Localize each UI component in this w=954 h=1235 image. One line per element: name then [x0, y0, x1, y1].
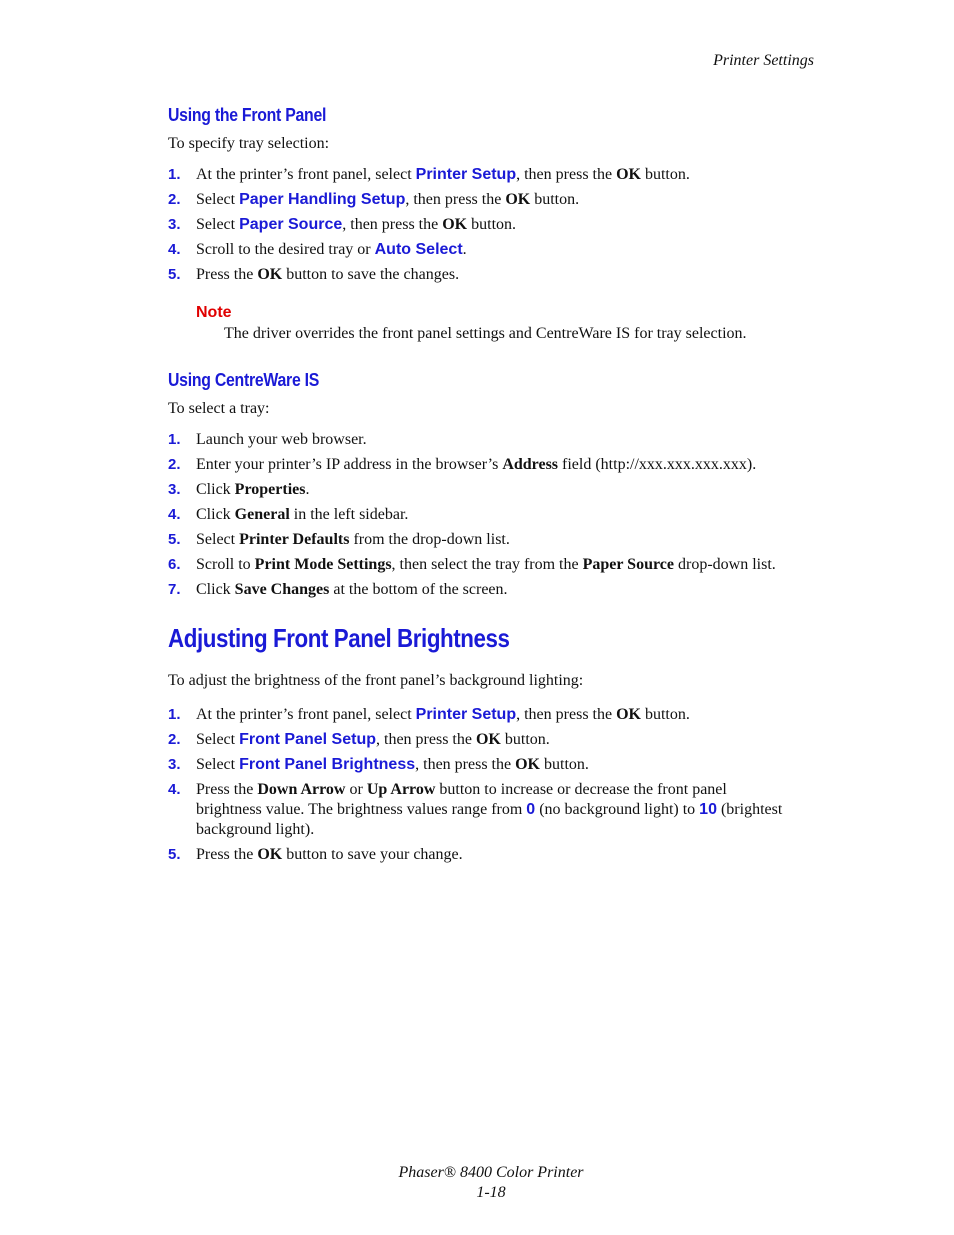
step-text: , then press the	[342, 216, 443, 233]
page-footer	[0, 1163, 954, 1203]
step-text: .	[462, 241, 467, 258]
step-text: Click	[196, 481, 235, 498]
list-item	[168, 265, 828, 285]
step-text: button to increase or decrease the front panel brightness value. The brightness values range from	[196, 781, 727, 818]
step-text: , then press the	[376, 731, 476, 748]
menu-option: Paper Handling Setup	[239, 191, 406, 208]
button-name: OK	[505, 191, 531, 208]
step-text: Select	[196, 216, 240, 233]
step-text: button.	[500, 731, 550, 748]
step-number: 5.	[168, 531, 181, 548]
step-number: 6.	[168, 556, 181, 573]
step-number: 1.	[168, 706, 181, 723]
step-text: at the bottom of the screen.	[329, 581, 508, 598]
step-text: button.	[467, 216, 517, 233]
list-item	[168, 555, 828, 575]
step-text: Press the	[196, 266, 258, 283]
steps-list	[168, 705, 828, 865]
button-name: OK	[515, 756, 540, 773]
step-text: , then select the tray from the	[391, 556, 583, 573]
step-text: drop-down list.	[674, 556, 776, 573]
footer-page-number: 1-18	[476, 1184, 506, 1201]
list-item	[168, 215, 828, 235]
list-item	[168, 780, 796, 840]
step-text: button.	[640, 706, 690, 723]
field-name: Address	[502, 456, 559, 473]
step-text: Scroll to the desired tray or	[196, 241, 375, 258]
step-text: Click	[196, 506, 235, 523]
option-name: Print Mode Settings	[254, 556, 392, 573]
step-number: 1.	[168, 431, 181, 448]
heading-adjusting-brightness: Adjusting Front Panel Brightness	[168, 623, 510, 653]
step-text: , then press the	[405, 191, 506, 208]
step-number: 2.	[168, 731, 181, 748]
note-text: The driver overrides the front panel settings and CentreWare IS for tray selection.	[224, 325, 747, 342]
option-name: Printer Defaults	[239, 531, 350, 548]
list-item	[168, 705, 828, 725]
step-text: button to save your change.	[282, 846, 463, 863]
step-text: from the drop-down list.	[349, 531, 510, 548]
step-text: button to save the changes.	[282, 266, 460, 283]
button-name: Up Arrow	[366, 781, 436, 798]
footer-product-name: Phaser® 8400 Color Printer	[398, 1164, 584, 1181]
heading-using-front-panel: Using the Front Panel	[168, 105, 327, 125]
list-item	[168, 190, 828, 210]
intro-text: To specify tray selection:	[168, 135, 330, 152]
step-text: , then press the	[516, 166, 617, 183]
list-item	[168, 455, 828, 475]
step-text: field (http://xxx.xxx.xxx.xxx).	[558, 456, 757, 473]
step-text: button.	[540, 756, 589, 773]
list-item	[168, 430, 828, 450]
step-text: At the printer’s front panel, select	[196, 166, 416, 183]
list-item	[168, 580, 828, 600]
list-item	[168, 165, 828, 185]
step-number: 4.	[168, 506, 181, 523]
button-name: OK	[616, 706, 641, 723]
step-number: 4.	[168, 241, 181, 258]
heading-using-centreware: Using CentreWare IS	[168, 370, 320, 390]
note-title: Note	[196, 304, 232, 321]
value-min: 0	[526, 801, 536, 818]
button-name: OK	[475, 731, 501, 748]
menu-option: Auto Select	[374, 241, 463, 258]
step-text: .	[305, 481, 310, 498]
list-item	[168, 505, 828, 525]
step-text: Select	[196, 531, 240, 548]
step-text: in the left sidebar.	[289, 506, 409, 523]
step-number: 3.	[168, 756, 181, 773]
list-item	[168, 730, 828, 750]
step-text: , then press the	[415, 756, 516, 773]
step-text: button.	[640, 166, 690, 183]
intro-text: To select a tray:	[168, 400, 270, 417]
link-name: Properties	[234, 481, 306, 498]
step-text: or	[345, 781, 367, 798]
steps-list	[168, 430, 828, 600]
value-max: 10	[699, 801, 717, 818]
step-text: Select	[196, 731, 240, 748]
menu-option: Front Panel Setup	[239, 731, 376, 748]
step-text: Scroll to	[196, 556, 255, 573]
running-header-title: Printer Settings	[713, 52, 814, 69]
page-content	[168, 105, 828, 870]
menu-option: Printer Setup	[415, 706, 517, 723]
option-name: Paper Source	[582, 556, 674, 573]
menu-option: Printer Setup	[415, 166, 517, 183]
step-text: Press the	[196, 781, 258, 798]
step-number: 1.	[168, 166, 181, 183]
button-name: Save Changes	[234, 581, 330, 598]
intro-text: To adjust the brightness of the front panel’s background lighting:	[168, 672, 584, 689]
steps-list	[168, 165, 828, 285]
step-number: 2.	[168, 191, 181, 208]
step-number: 3.	[168, 481, 181, 498]
button-name: OK	[257, 846, 283, 863]
step-text: Select	[196, 191, 240, 208]
step-text: Enter your printer’s IP address in the browser’s	[196, 456, 503, 473]
step-text: Select	[196, 756, 240, 773]
step-number: 3.	[168, 216, 181, 233]
list-item	[168, 845, 828, 865]
list-item	[168, 755, 828, 775]
step-number: 5.	[168, 846, 181, 863]
menu-option: Front Panel Brightness	[239, 756, 416, 773]
button-name: Down Arrow	[257, 781, 346, 798]
step-text: Launch your web browser.	[196, 431, 367, 448]
step-text: Click	[196, 581, 235, 598]
step-text: At the printer’s front panel, select	[196, 706, 416, 723]
step-number: 5.	[168, 266, 181, 283]
menu-option: Paper Source	[239, 216, 343, 233]
step-number: 7.	[168, 581, 181, 598]
step-text: Press the	[196, 846, 258, 863]
step-text: (no background light) to	[535, 801, 700, 818]
step-text: button.	[530, 191, 580, 208]
step-text: , then press the	[516, 706, 617, 723]
list-item	[168, 480, 828, 500]
link-name: General	[234, 506, 290, 523]
button-name: OK	[616, 166, 641, 183]
button-name: OK	[442, 216, 468, 233]
step-number: 2.	[168, 456, 181, 473]
step-text: (brightest background light).	[196, 801, 783, 838]
list-item	[168, 530, 828, 550]
note-box	[168, 304, 828, 344]
list-item	[168, 240, 828, 260]
button-name: OK	[257, 266, 283, 283]
step-number: 4.	[168, 781, 181, 798]
